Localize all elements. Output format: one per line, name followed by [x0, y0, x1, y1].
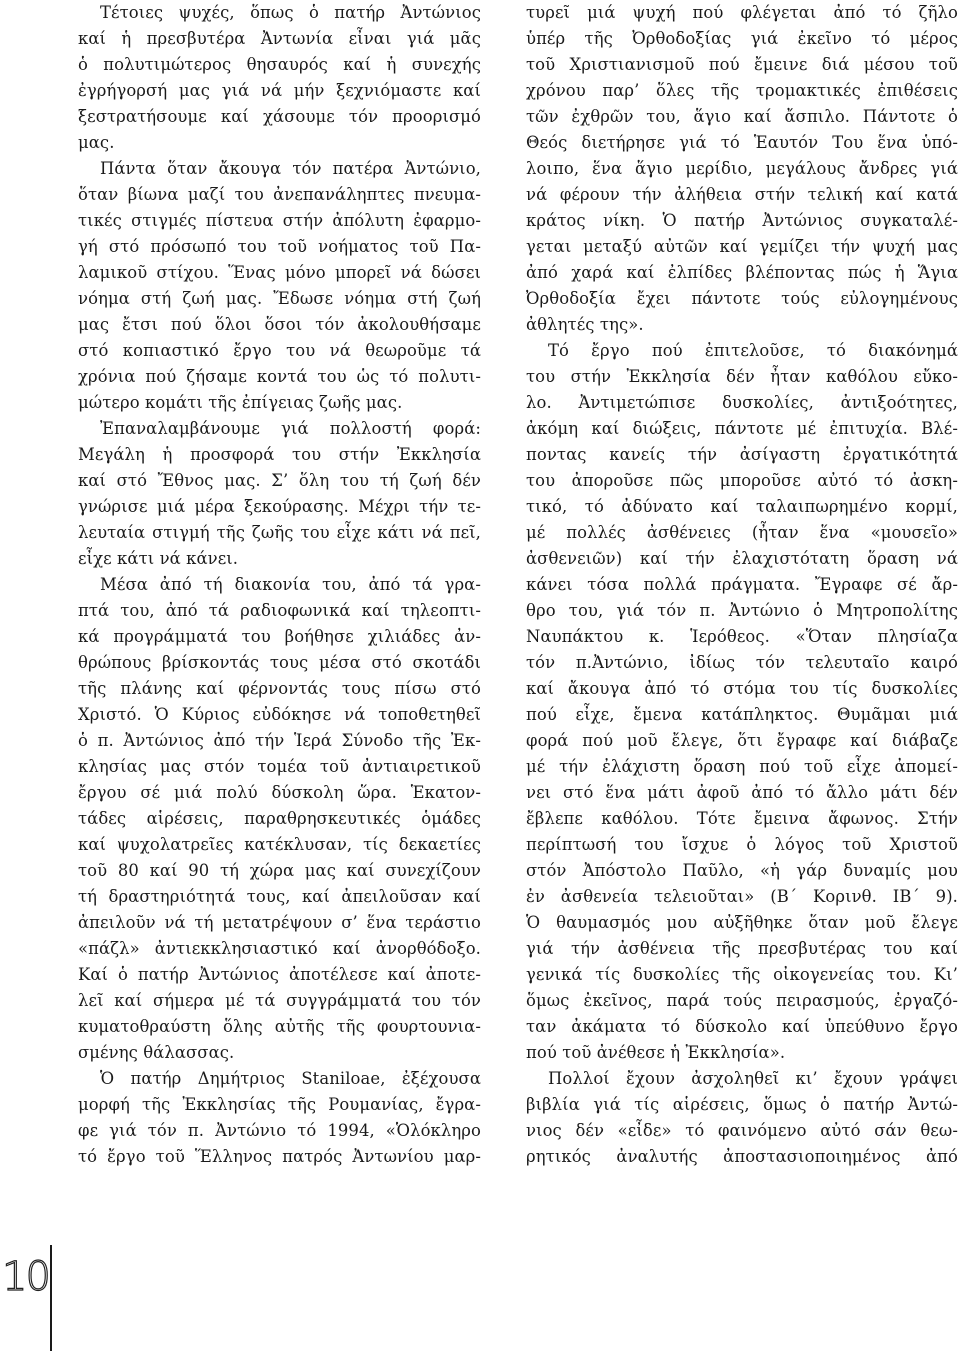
text-line: Χριστό. Ὁ Κύριος εὐδόκησε νά τοποθετηθεῖ [78, 705, 481, 724]
text-line: ποντας κανείς τήν ἀσίγαστη ἐργατικότητά [526, 445, 958, 464]
text-line: νει στό ἕνα μάτι ἀφοῦ ἀπό τό ἄλλο μάτι δέν [526, 783, 958, 802]
text-line: εἶχε κάτι νά κάνει. [78, 549, 239, 568]
text-line: Ἐπαναλαμβάνουμε γιά πολλοστή φορά: [100, 419, 481, 438]
text-line: ὁ π. Ἀντώνιος ἀπό τήν Ἱερά Σύνοδο τῆς Ἐκ- [78, 731, 481, 750]
text-line: φορά πού μοῦ ἔλεγε, ὅτι ἔγραφε καί διάβαζε [526, 731, 958, 750]
text-line: βιβλία γιά τίς αἱρέσεις, ὅμως ὁ πατήρ Ἀντώ- [526, 1095, 958, 1114]
text-line: Ὁ πατήρ Δημήτριος Staniloae, ἐξέχουσα [100, 1069, 481, 1088]
text-line: νά φέρουν τήν ἀλήθεια στήν τελική καί κατά [526, 185, 958, 204]
text-line: τυρεῖ μιά ψυχή πού φλέγεται ἀπό τό ζῆλο [526, 3, 958, 22]
text-line: «πάζλ» ἀντιεκκλησιαστικό καί ἀνορθόδοξο. [78, 939, 481, 958]
text-line: χρόνου παρ’ ὅλες τῆς τρομακτικές ἐπιθέσεις [526, 81, 958, 100]
text-line: γεται μεταξύ αὐτῶν καί γεμίζει τήν ψυχή μας [526, 237, 958, 256]
text-line: ἀπό χαρά καί ἐλπίδες βλέποντας πώς ἡ Ἅγια [526, 263, 958, 282]
text-line: χρόνια πού ζήσαμε κοντά του ὡς τό πολυτι- [78, 367, 481, 386]
text-line: νιος δέν «εἶδε» τό φαινόμενο αὐτό σάν θεω- [526, 1121, 958, 1140]
text-line: πτά του, ἀπό τά ραδιοφωνικά καί τηλεοπτι- [78, 601, 481, 620]
text-line: Τό ἔργο πού ἐπιτελοῦσε, τό διακόνημά [548, 341, 958, 360]
text-line: τή δραστηριότητά τους, καί ἀπειλοῦσαν καί [78, 887, 481, 906]
text-line: τῆς πλάνης καί φέρνοντάς τους πίσω στό [78, 679, 481, 698]
text-line: μέ τήν ἐλάχιστη ὅραση πού τοῦ εἶχε ἀπομεί- [526, 757, 958, 776]
text-line: Ὀρθοδοξία ἔχει πάντοτε τούς εὐλογημένους [526, 289, 958, 308]
text-line: τῶν ἐχθρῶν του, ἅγιο καί ἄσπιλο. Πάντοτε ὁ [526, 107, 958, 126]
text-line: κάνει τόσα πολλά πράγματα. Ἔγραφε σέ ἄρ- [526, 575, 958, 594]
text-line: ἀκόμη καί διώξεις, πάντοτε μέ ἐπιτυχία. Βλέ- [526, 419, 958, 438]
text-line: του ἀποροῦσε πῶς μποροῦσε αὐτό τό ἀσκη- [526, 471, 958, 490]
text-line: λοιπο, ἕνα ἅγιο μερίδιο, μεγάλους ἄνδρες γιά [526, 159, 958, 178]
text-line: ἐν ἀσθενεία τελειοῦται» (Β΄ Κορινθ. ΙΒ΄ 9). [526, 887, 958, 906]
text-line: καί ἄκουγα ἀπό τό στόμα του τίς δυσκολίες [526, 679, 958, 698]
text-line: γιά τήν ἀσθένεια τῆς πρεσβυτέρας του καί [526, 939, 958, 958]
text-line: φε γιά τόν π. Ἀντώνιο τό 1994, «Ὁλόκληρο [78, 1121, 481, 1140]
text-line: ταν ἀκάματα τό δύσκολο καί ὑπεύθυνο ἔργο [526, 1017, 958, 1036]
text-line: στόν Ἀπόστολο Παῦλο, «ἡ γάρ δυναμίς μου [526, 861, 958, 880]
text-line: τάδες αἱρέσεις, παραθρησκευτικές ὁμάδες [78, 809, 481, 828]
text-line: κά προγράμματά του βοήθησε χιλιάδες ἀν- [78, 627, 481, 646]
text-line: σμένης θάλασσας. [78, 1043, 235, 1062]
text-line: κυματοθραύστη ὅλης αὐτῆς τῆς φουρτουνια- [78, 1017, 481, 1036]
text-line: τό ἔργο τοῦ Ἕλληνος πατρός Ἀντωνίου μαρ- [78, 1147, 481, 1166]
text-line: ὅμως ἐκεῖνος, παρά τούς πειρασμούς, ἐργαζό- [526, 991, 958, 1010]
text-line: πού τοῦ ἀνέθεσε ἡ Ἐκκλησία». [526, 1043, 786, 1062]
text-line: νόημα στή ζωή μας. Ἔδωσε νόημα στή ζωή [78, 289, 481, 308]
text-line: Πάντα ὅταν ἄκουγα τόν πατέρα Ἀντώνιο, [100, 159, 481, 178]
text-line: γή στό πρόσωπό του τοῦ νοήματος τοῦ Πα- [78, 237, 481, 256]
text-line: ἔβλεπε καθόλου. Τότε ἔμεινα ἄφωνος. Στήν [526, 809, 958, 828]
text-line: τοῦ Χριστιανισμοῦ πού ἔμεινε διά μέσου τοῦ [526, 55, 958, 74]
text-line: λεῖ καί σήμερα μέ τά συγγράμματά του τόν [78, 991, 481, 1010]
text-line: κράτος νίκη. Ὁ πατήρ Ἀντώνιος συγκαταλέ- [526, 211, 958, 230]
text-line: θρώπους βρίσκοντάς τους μέσα στό σκοτάδι [78, 653, 481, 672]
text-line: ἀθλητές της». [526, 315, 644, 334]
text-line: μώτερο κομάτι τῆς ἐπίγειας ζωῆς μας. [78, 393, 403, 412]
text-line: γενικά τίς δυσκολίες τῆς οἰκογενείας του. Κι’ [526, 965, 958, 984]
text-line: πού εἶχε, ἔμενα κατάπληκτος. Θυμᾶμαι μιά [526, 705, 958, 724]
text-line: Μέσα ἀπό τή διακονία του, ἀπό τά γρα- [100, 575, 481, 594]
text-line: γνώρισε μιά μέρα ξεκούρασης. Μέχρι τήν τε- [78, 497, 481, 516]
page-number-rule [50, 1245, 52, 1351]
page-number: 10 [2, 1254, 49, 1300]
text-line: ὑπέρ τῆς Ὀρθοδοξίας γιά ἐκεῖνο τό μέρος [526, 29, 958, 48]
text-line: καί ψυχολατρεῖες κατέκλυσαν, τίς δεκαετίες [78, 835, 481, 854]
text-line: καί ἡ πρεσβυτέρα Ἀντωνία εἶναι γιά μᾶς [78, 29, 481, 48]
text-line: τοῦ 80 καί 90 τή χώρα μας καί συνεχίζουν [78, 861, 481, 880]
text-line: του στήν Ἐκκλησία δέν ἦταν καθόλου εὔκο- [526, 367, 958, 386]
text-line: ἀπειλοῦν νά τή μετατρέψουν σ’ ἕνα τεράστιο [78, 913, 481, 932]
text-line: καί στό Ἔθνος μας. Σ’ ὅλη του τή ζωή δέν [78, 471, 481, 490]
text-line: λαμικοῦ στίχου. Ἕνας μόνο μπορεῖ νά δώσει [78, 263, 481, 282]
text-line: ὅταν βίωνα μαζί του ἀνεπανάληπτες πνευμα- [78, 185, 481, 204]
text-line: λο. Ἀντιμετώπισε δυσκολίες, ἀντιξοότητες, [526, 393, 958, 412]
text-line: ξεστρατήσουμε καί χάσουμε τόν προορισμό [78, 107, 481, 126]
text-line: μέ πολλές ἀσθένειες (ἦταν ἕνα «μουσεῖο» [526, 523, 958, 542]
text-line: θρο του, γιά τόν π. Ἀντώνιο ὁ Μητροπολίτης [526, 601, 958, 620]
text-line: Θεός διετήρησε γιά τό Ἑαυτόν Του ἕνα ὑπό- [526, 133, 958, 152]
text-line: ἐγρήγορσή μας γιά νά μήν ξεχνιόμαστε καί [78, 81, 481, 100]
text-line: τικές στιγμές πίστευα στήν ἀπόλυτη ἐφαρμο- [78, 211, 481, 230]
text-line: Καί ὁ πατήρ Ἀντώνιος ἀποτέλεσε καί ἀποτε- [78, 965, 481, 984]
text-line: λευταία στιγμή τῆς ζωῆς του εἶχε κάτι νά πεῖ, [78, 523, 481, 542]
text-line: ὁ πολυτιμώτερος θησαυρός καί ἡ συνεχής [78, 55, 481, 74]
text-line: περίπτωσή του ἴσχυε ὁ λόγος τοῦ Χριστοῦ [526, 835, 958, 854]
text-line: ρητικός ἀναλυτής ἀποστασιοποιημένος ἀπό [526, 1147, 958, 1166]
text-line: Πολλοί ἔχουν ἀσχοληθεῖ κι’ ἔχουν γράψει [548, 1069, 958, 1088]
text-line: Τέτοιες ψυχές, ὅπως ὁ πατήρ Ἀντώνιος [100, 3, 481, 22]
text-line: στό κοπιαστικό ἔργο του νά θεωροῦμε τά [78, 341, 481, 360]
text-line: τικό, τό ἀδύνατο καί ταλαιπωρημένο κορμί, [526, 497, 958, 516]
text-line: κλησίας μας στόν τομέα τοῦ ἀντιαιρετικοῦ [78, 757, 481, 776]
text-line: Ὁ θαυμασμός μου αὐξῆθηκε ὅταν μοῦ ἔλεγε [526, 913, 958, 932]
text-line: ἔργου σέ μιά πολύ δύσκολη ὥρα. Ἑκατον- [78, 783, 481, 802]
text-line: τόν π.Ἀντώνιο, ἰδίως τόν τελευταῖο καιρό [526, 653, 958, 672]
text-line: μας. [78, 133, 115, 152]
text-line: ἀσθενειῶν) καί τήν ἐλαχιστότατη ὅραση νά [526, 549, 958, 568]
text-line: Μεγάλη ἡ προσφορά του στήν Ἐκκλησία [78, 445, 481, 464]
text-line: μορφή τῆς Ἐκκλησίας τῆς Ρουμανίας, ἔγρα- [78, 1095, 481, 1114]
text-line: μας ἔτσι πού ὅλοι ὅσοι τόν ἀκολουθήσαμε [78, 315, 481, 334]
text-line: Ναυπάκτου κ. Ἱερόθεος. «Ὅταν πλησίαζα [526, 627, 958, 646]
